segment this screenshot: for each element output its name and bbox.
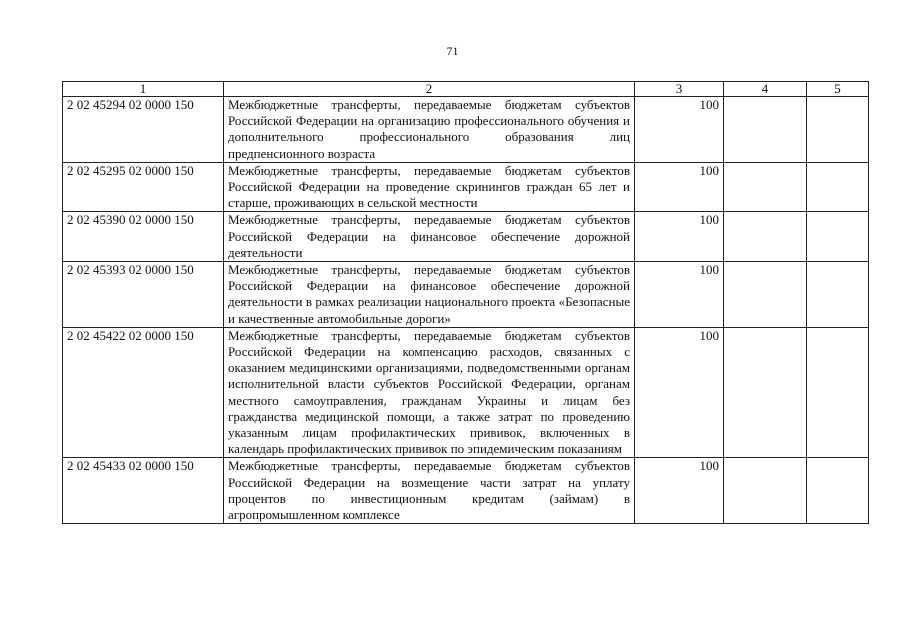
column-5-value-cell <box>807 97 869 163</box>
description-cell: Межбюджетные трансферты, передаваемые бюджетам субъектов Российской Федерации на проведение скринингов граждан 65 лет и старше, проживающих в сельской местности <box>224 162 635 212</box>
budget-code-cell: 2 02 45295 02 0000 150 <box>63 162 224 212</box>
column-5-value-cell <box>807 212 869 262</box>
column-header-2: 2 <box>224 82 635 97</box>
column-5-value-cell <box>807 327 869 458</box>
column-3-value-cell: 100 <box>635 212 724 262</box>
column-4-value-cell <box>724 262 807 328</box>
table-row <box>63 97 869 163</box>
column-header-5: 5 <box>807 82 869 97</box>
column-header-3: 3 <box>635 82 724 97</box>
column-3-value-cell: 100 <box>635 262 724 328</box>
column-3-value-cell: 100 <box>635 97 724 163</box>
column-4-value-cell <box>724 458 807 524</box>
budget-code-cell: 2 02 45393 02 0000 150 <box>63 262 224 328</box>
column-number-header-row <box>63 82 869 97</box>
column-4-value-cell <box>724 162 807 212</box>
description-cell: Межбюджетные трансферты, передаваемые бюджетам субъектов Российской Федерации на финансовое обеспечение дорожной деятельности в рамках реализации национального проекта «Безопасные и качественные автомобильные дороги» <box>224 262 635 328</box>
column-4-value-cell <box>724 212 807 262</box>
column-3-value-cell: 100 <box>635 327 724 458</box>
table-row <box>63 162 869 212</box>
page-number: 71 <box>446 44 459 58</box>
description-cell: Межбюджетные трансферты, передаваемые бюджетам субъектов Российской Федерации на организацию профессионального обучения и дополнительного профессионального образования лиц предпенсионного возраста <box>224 97 635 163</box>
column-header-1: 1 <box>63 82 224 97</box>
column-3-value-cell: 100 <box>635 458 724 524</box>
description-cell: Межбюджетные трансферты, передаваемые бюджетам субъектов Российской Федерации на финансовое обеспечение дорожной деятельности <box>224 212 635 262</box>
table-row <box>63 327 869 458</box>
budget-code-cell: 2 02 45433 02 0000 150 <box>63 458 224 524</box>
budget-code-cell: 2 02 45422 02 0000 150 <box>63 327 224 458</box>
column-5-value-cell <box>807 458 869 524</box>
budget-code-cell: 2 02 45294 02 0000 150 <box>63 97 224 163</box>
column-5-value-cell <box>807 262 869 328</box>
column-5-value-cell <box>807 162 869 212</box>
table-row <box>63 262 869 328</box>
table-row <box>63 212 869 262</box>
column-header-4: 4 <box>724 82 807 97</box>
column-4-value-cell <box>724 327 807 458</box>
description-cell: Межбюджетные трансферты, передаваемые бюджетам субъектов Российской Федерации на компенсацию расходов, связанных с оказанием медицинскими организациями, подведомственными органам исполнительной власти субъектов Российской Федерации, органам местного самоуправления, гражданам Украины и лицам без гражданства медицинской помощи, а также затрат по проведению указанным лицам профилактических прививок, включенных в календарь профилактических прививок по эпидемическим показаниям <box>224 327 635 458</box>
table-row <box>63 458 869 524</box>
description-cell: Межбюджетные трансферты, передаваемые бюджетам субъектов Российской Федерации на возмещение части затрат на уплату процентов по инвестиционным кредитам (займам) в агропромышленном комплексе <box>224 458 635 524</box>
column-3-value-cell: 100 <box>635 162 724 212</box>
budget-table <box>62 81 869 524</box>
column-4-value-cell <box>724 97 807 163</box>
budget-code-cell: 2 02 45390 02 0000 150 <box>63 212 224 262</box>
